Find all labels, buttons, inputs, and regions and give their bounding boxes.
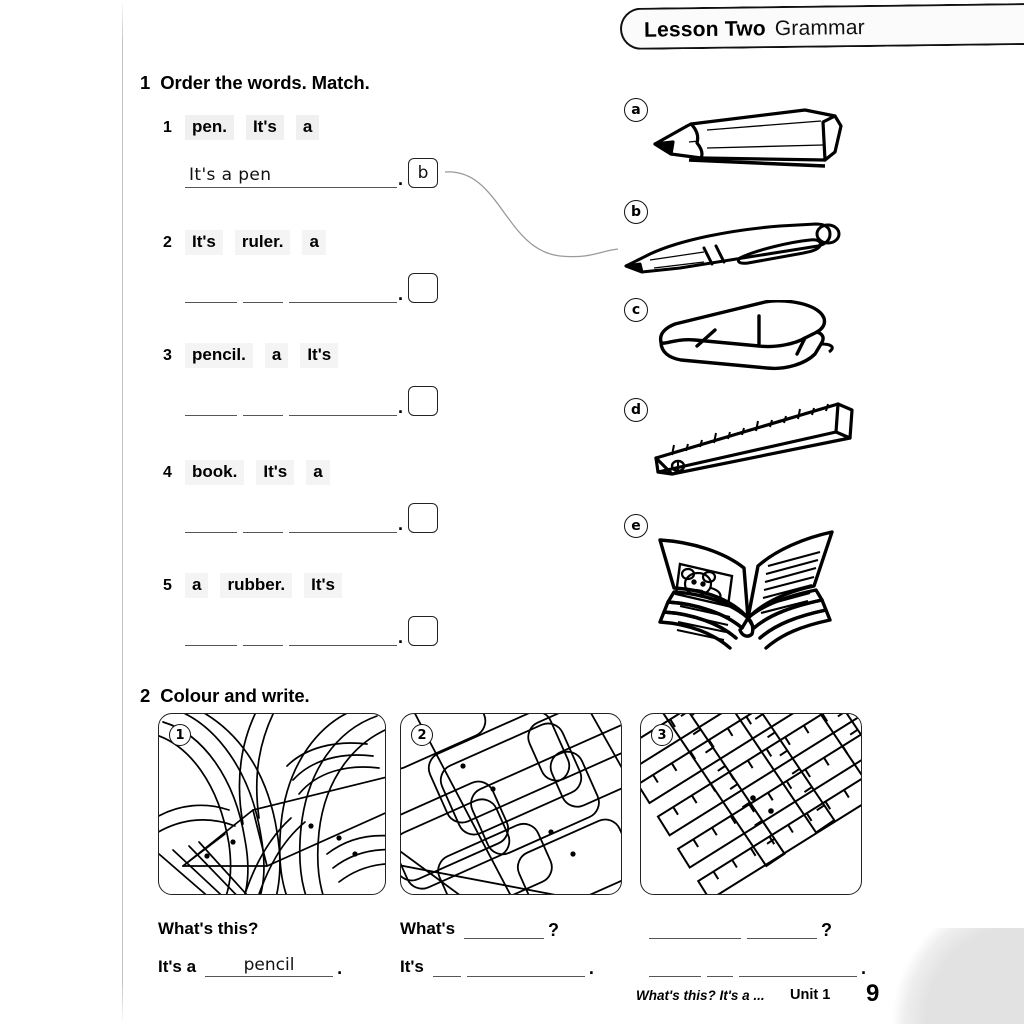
panel-number-3: 3 xyxy=(651,724,673,746)
panel-number-1: 1 xyxy=(169,724,191,746)
exercise-2-title: Colour and write. xyxy=(160,685,310,706)
match-box-4[interactable] xyxy=(408,503,438,533)
word-tile[interactable]: a xyxy=(265,343,288,368)
match-box-2[interactable] xyxy=(408,273,438,303)
question-label-2: What's xyxy=(400,918,456,938)
footer-unit-label: Unit 1 xyxy=(790,987,831,1003)
answer-input-3[interactable] xyxy=(185,390,397,416)
exercise-1-heading xyxy=(140,72,370,94)
section-label: Grammar xyxy=(774,16,866,41)
word-tile[interactable]: a xyxy=(302,230,325,255)
question-1-index: 1 xyxy=(163,119,172,136)
question-3-index: 3 xyxy=(163,347,172,364)
rubber-puzzle xyxy=(401,714,622,895)
answer-input-1[interactable] xyxy=(185,162,397,188)
answer-segment[interactable] xyxy=(243,624,283,646)
question-2-index: 2 xyxy=(163,234,172,251)
answer-mark-3: . xyxy=(861,958,867,978)
answer-blank-3c[interactable] xyxy=(739,956,857,977)
pencil-illustration xyxy=(645,100,855,180)
book-illustration xyxy=(636,500,861,665)
question-5-index: 5 xyxy=(163,577,172,594)
puzzle-panel-1[interactable] xyxy=(158,713,386,895)
exercise-2-number: 2 xyxy=(140,685,151,706)
answer-line-2 xyxy=(400,950,594,977)
rubber-illustration xyxy=(655,300,855,380)
question-4-index: 4 xyxy=(163,464,172,481)
answer-line-1 xyxy=(158,950,342,977)
question-line-2 xyxy=(400,912,594,939)
pen-illustration xyxy=(620,218,845,288)
answer-blank-1[interactable] xyxy=(205,956,333,977)
answer-blank-3a[interactable] xyxy=(649,956,701,977)
answer-segment[interactable] xyxy=(243,511,283,533)
word-tile[interactable]: a xyxy=(296,115,319,140)
answer-segment[interactable] xyxy=(185,281,237,303)
word-tile[interactable]: pencil. xyxy=(185,343,253,368)
answer-mark-2: . xyxy=(588,958,594,978)
question-row-2 xyxy=(163,230,338,255)
word-tile[interactable]: ruler. xyxy=(235,230,291,255)
answer-segment[interactable] xyxy=(185,511,237,533)
lesson-banner xyxy=(620,3,1024,50)
question-row-5 xyxy=(163,573,354,598)
answer-blank-3b[interactable] xyxy=(707,956,733,977)
answer-text-1: It's a pen xyxy=(189,165,272,185)
answer-segment[interactable] xyxy=(289,511,397,533)
answer-segment[interactable] xyxy=(289,624,397,646)
word-tile[interactable]: a xyxy=(306,460,329,485)
exercise-1-title: Order the words. Match. xyxy=(160,72,370,93)
pencil-puzzle xyxy=(159,714,386,895)
exercise-2-heading xyxy=(140,685,310,707)
answer-period-1: . xyxy=(398,169,404,189)
write-block-3 xyxy=(640,912,866,988)
picture-letter-d: d xyxy=(630,402,642,418)
question-row-3 xyxy=(163,343,350,368)
answer-blank-2a[interactable] xyxy=(433,956,461,977)
word-tile[interactable]: It's xyxy=(246,115,284,140)
answer-label-1: It's a xyxy=(158,956,197,976)
puzzle-panel-3[interactable] xyxy=(640,713,862,895)
answer-segment[interactable] xyxy=(243,394,283,416)
question-blank-2[interactable] xyxy=(464,918,544,939)
word-tile[interactable]: rubber. xyxy=(220,573,292,598)
question-row-4 xyxy=(163,460,342,485)
exercise-1-number: 1 xyxy=(140,72,151,93)
answer-label-2: It's xyxy=(400,956,424,976)
page-corner-decoration xyxy=(884,928,1024,1024)
answer-period-4: . xyxy=(398,514,404,534)
question-row-1 xyxy=(163,115,331,140)
picture-letter-c: c xyxy=(631,302,641,318)
word-tile[interactable]: a xyxy=(185,573,208,598)
answer-line-3 xyxy=(640,950,866,977)
question-label-1: What's this? xyxy=(158,918,259,938)
answer-period-2: . xyxy=(398,284,404,304)
match-box-1[interactable] xyxy=(408,158,438,188)
answer-input-2[interactable] xyxy=(185,277,397,303)
answer-blank-2b[interactable] xyxy=(467,956,585,977)
answer-row-3 xyxy=(185,386,438,416)
word-tile[interactable]: book. xyxy=(185,460,244,485)
footer-grammar-note: What's this? It's a ... xyxy=(636,988,765,1003)
answer-word-1: pencil xyxy=(243,955,295,975)
answer-period-5: . xyxy=(398,627,404,647)
word-tile[interactable]: It's xyxy=(256,460,294,485)
answer-segment[interactable] xyxy=(243,281,283,303)
picture-letter-b: b xyxy=(630,204,642,220)
answer-segment[interactable] xyxy=(289,394,397,416)
lesson-label: Lesson Two xyxy=(643,17,766,42)
write-block-1 xyxy=(158,912,342,988)
word-tile[interactable]: It's xyxy=(304,573,342,598)
word-tile[interactable]: It's xyxy=(185,230,223,255)
answer-input-4[interactable] xyxy=(185,507,397,533)
match-letter-1: b xyxy=(417,163,429,183)
match-box-3[interactable] xyxy=(408,386,438,416)
answer-segment[interactable] xyxy=(185,394,237,416)
answer-row-2 xyxy=(185,273,438,303)
word-tile[interactable]: It's xyxy=(300,343,338,368)
answer-segment[interactable] xyxy=(185,624,237,646)
picture-label-d xyxy=(624,398,648,422)
question-mark-2: ? xyxy=(548,920,560,940)
picture-letter-e: e xyxy=(631,518,641,534)
ruler-puzzle xyxy=(641,714,862,895)
word-tile[interactable]: pen. xyxy=(185,115,234,140)
answer-input-5[interactable] xyxy=(185,620,397,646)
answer-row-4 xyxy=(185,503,438,533)
question-line-3 xyxy=(640,912,866,939)
page-number: 9 xyxy=(866,980,880,1007)
question-blank-3a[interactable] xyxy=(649,918,741,939)
question-mark-3: ? xyxy=(821,920,832,940)
picture-letter-a: a xyxy=(631,102,641,118)
write-block-2 xyxy=(400,912,594,988)
page-fold-line xyxy=(122,0,123,1024)
answer-segment[interactable] xyxy=(289,281,397,303)
answer-row-1 xyxy=(185,158,438,188)
answer-period-3: . xyxy=(398,397,404,417)
panel-number-2: 2 xyxy=(411,724,433,746)
puzzle-panel-2[interactable] xyxy=(400,713,622,895)
ruler-illustration xyxy=(650,398,862,480)
answer-row-5 xyxy=(185,616,438,646)
answer-mark-1: . xyxy=(337,958,343,978)
question-blank-3b[interactable] xyxy=(747,918,817,939)
match-box-5[interactable] xyxy=(408,616,438,646)
picture-label-c xyxy=(624,298,648,322)
question-line-1 xyxy=(158,912,342,939)
